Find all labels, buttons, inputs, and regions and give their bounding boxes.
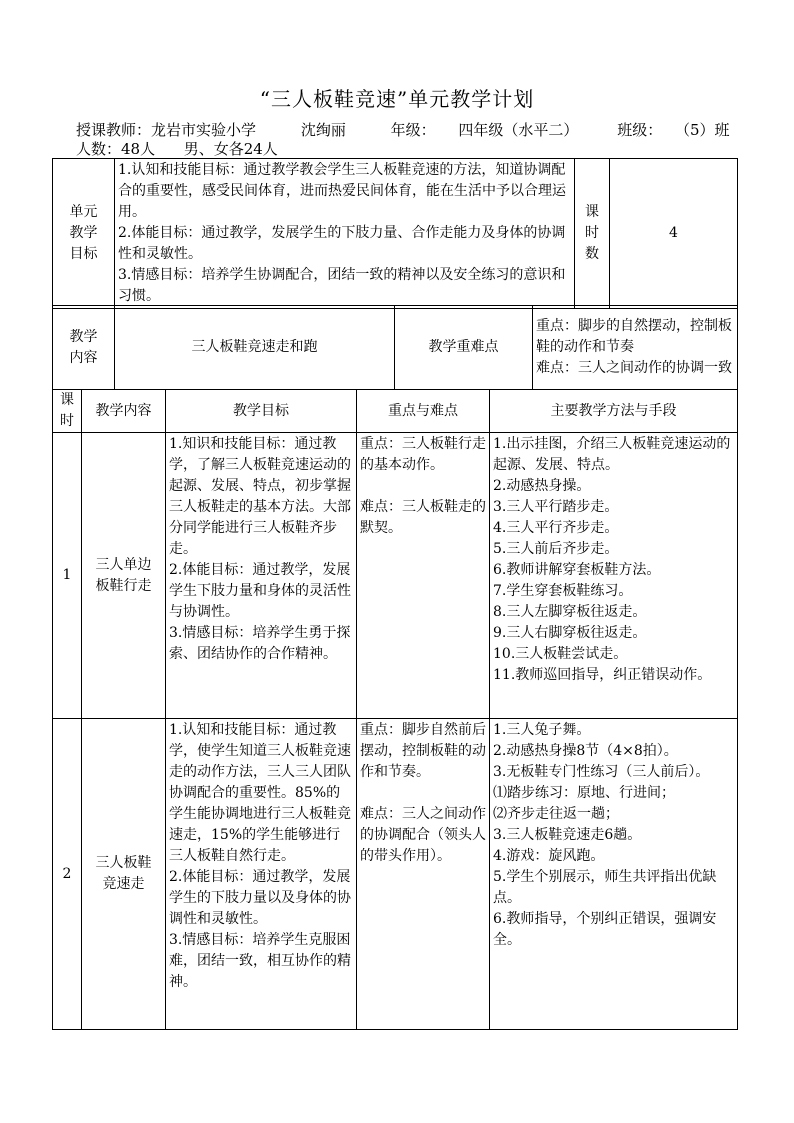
hours-label: 课 时 数 [575,159,610,309]
lesson-keypoints: 重点：脚步自然前后摆动，控制板鞋的动作和节奏。 难点：三人之间动作的协调配合（领头人的带头作用）。 [357,719,490,1030]
lesson-keypoints: 重点：三人板鞋行走的基本动作。 难点：三人板鞋走的默契。 [357,433,490,719]
lesson-no: 1 [53,433,82,719]
header-content: 教学内容 [82,390,166,433]
table-row [53,433,738,719]
lesson-table [52,389,738,1030]
content-value: 三人板鞋竞速走和跑 [115,306,395,390]
unit-goal-1: 1.认知和技能目标：通过教学教会学生三人板鞋竞速的方法，知道协调配合的重要性，感受民间体育，进而热爱民间体育，能在生活中予以合理运用。 [118,162,566,220]
hours-value: 4 [610,159,738,309]
grade-label: 年级： [390,121,436,139]
table-row [53,719,738,1030]
keypoint-label: 教学重难点 [395,306,533,390]
teacher-label: 授课教师： [76,121,152,139]
unit-content-table [52,305,738,390]
lesson-goals: 1.知识和技能目标：通过教学，了解三人板鞋竞速运动的起源、发展、特点，初步掌握三人板鞋走的基本方法。大部分同学能进行三人板鞋齐步走。 2.体能目标：通过教学，发展学生下肢力量和身体的灵活性与协调性。 3.情感目标：培养学生勇于探索、团结协作的合作精神。 [166,433,357,719]
content-label: 教学 内容 [53,306,115,390]
header-lesson: 课 时 [53,390,82,433]
class-value: （5）班 [675,121,730,139]
unit-goal-2: 2.体能目标：通过教学，发展学生的下肢力量、合作走能力及身体的协调性和灵敏性。 [118,225,566,262]
unit-goals [115,159,575,309]
lesson-goals: 1.认知和技能目标：通过教学，使学生知道三人板鞋竞速走的动作方法，三人三人团队协调配合的重要性。85%的学生能协调地进行三人板鞋竞速走，15%的学生能够进行三人板鞋自然行走。 2.体能目标：通过教学，发展学生的下肢力量以及身体的协调性和灵敏性。 3.情感目标：培养学生克服困难，团结一致，相互协作的精神。 [166,719,357,1030]
class-label: 班级： [617,121,663,139]
lesson-content: 三人板鞋竞速走 [82,719,166,1030]
student-count: 人数：48人 男、女各24人 [76,140,278,158]
keypoint-value: 重点：脚步的自然摆动，控制板鞋的动作和节奏 难点：三人之间动作的协调一致 [533,306,738,390]
lesson-methods: 1.三人兔子舞。 2.动感热身操8节（4×8拍）。 3.无板鞋专门性练习（三人前后）。 ⑴踏步练习：原地、行进间； ⑵齐步走往返一趟； 3.三人板鞋竞速走6趟。 4.游戏：旋风跑。 5.学生个别展示，师生共评指出优缺点。 6.教师指导，个别纠正错误，强调安全。 [490,719,738,1030]
lesson-no: 2 [53,719,82,1030]
header-goal: 教学目标 [166,390,357,433]
header-info [76,119,730,140]
grade-value: 四年级（水平二） [458,121,579,139]
page-title: “三人板鞋竞速”单元教学计划 [259,87,535,111]
lesson-content: 三人单边板鞋行走 [82,433,166,719]
header-methods: 主要教学方法与手段 [490,390,738,433]
header-keypoints: 重点与难点 [357,390,490,433]
lesson-table-header [53,390,738,433]
school-name: 龙岩市实验小学 [151,121,257,139]
unit-table [52,158,738,309]
lesson-methods: 1.出示挂图，介绍三人板鞋竞速运动的起源、发展、特点。 2.动感热身操。 3.三人平行踏步走。 4.三人平行齐步走。 5.三人前后齐步走。 6.教师讲解穿套板鞋方法。 7.学生穿套板鞋练习。 8.三人左脚穿板往返走。 9.三人右脚穿板往返走。 10.三人板鞋尝试走。 11.教师巡回指导，纠正错误动作。 [490,433,738,719]
unit-goal-3: 3.情感目标：培养学生协调配合，团结一致的精神以及安全练习的意识和习惯。 [118,267,566,304]
unit-goal-label: 单元 教学 目标 [53,159,115,309]
teacher-name: 沈绚丽 [300,121,346,139]
